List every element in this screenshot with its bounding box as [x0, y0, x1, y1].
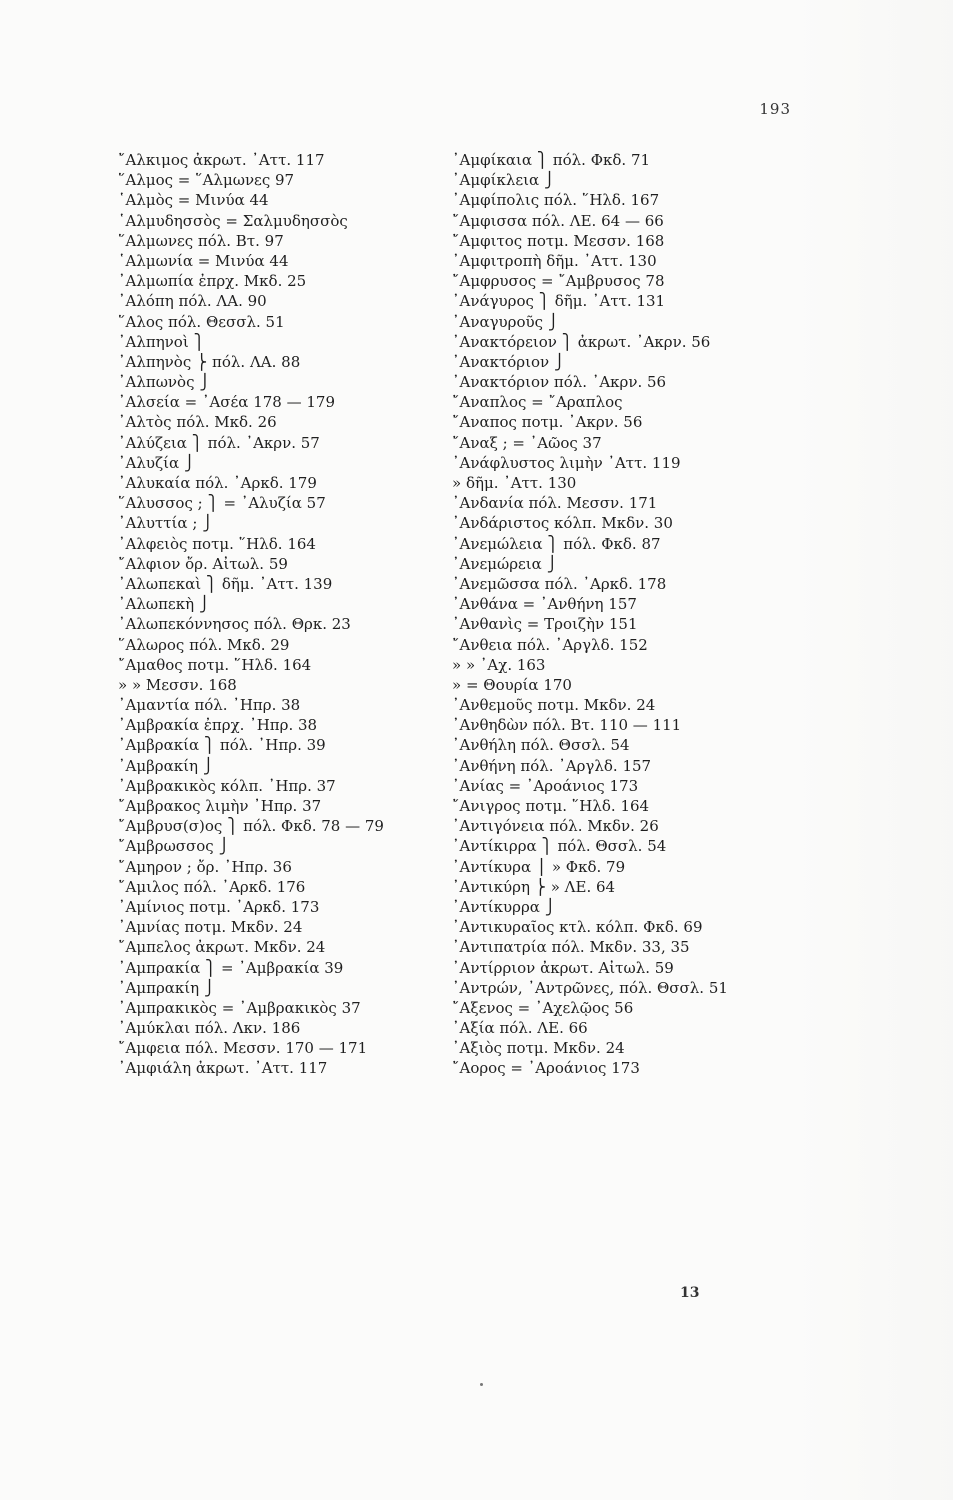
index-entry: ᾿Ανεμῶσσα πόλ. ᾿Αρκδ. 178 [452, 574, 667, 593]
index-entry: ῎Αλφιον ὄρ. Αἰτωλ. 59 [118, 554, 288, 573]
index-entry: ᾿Αλτὸς πόλ. Μκδ. 26 [118, 413, 277, 432]
index-entry: ᾿Αμπρακικὸς = ᾿Αμβρακικὸς 37 [118, 998, 361, 1017]
index-entry: ᾿Αμπρακίη ⎭ [118, 978, 216, 997]
index-entry: ᾿Αμφιάλη ἀκρωτ. ᾿Αττ. 117 [118, 1059, 328, 1078]
index-entry: ᾿Αντίκυρα ⎪ » Φκδ. 79 [452, 857, 626, 876]
index-entry: ῎Αμηρον ; ὄρ. ᾿Ηπρ. 36 [118, 857, 292, 876]
index-entry: ῞Αλμωνες πόλ. Βτ. 97 [118, 231, 284, 250]
index-entry: ῎Αμβρακος λιμὴν ᾿Ηπρ. 37 [118, 797, 322, 815]
index-entry: ᾿Ανθανὶς = Τροιζὴν 151 [452, 615, 638, 634]
index-entry: ῎Αορος = ᾿Αροάνιος 173 [452, 1059, 640, 1078]
index-entry: ᾿Ανθάνα = ᾿Ανθήνη 157 [452, 595, 637, 614]
index-entry: ᾿Αλπωνὸς ⎭ [118, 373, 211, 392]
index-entry: ῎Αλκιμος ἀκρωτ. ᾿Αττ. 117 [118, 151, 325, 169]
index-entry: ῎Αναπλος = ῎Αραπλος [452, 393, 623, 412]
index-entry: ῞Αλος πόλ. Θεσσλ. 51 [118, 312, 285, 331]
index-entry: ᾿Ανθηδὼν πόλ. Βτ. 110 — 111 [452, 716, 682, 735]
index-entry: ᾿Ανθήνη πόλ. ᾿Αργλδ. 157 [452, 756, 652, 775]
index-entry: ῎Ανιγρος ποτμ. ῞Ηλδ. 164 [452, 797, 650, 815]
index-entry: ῎Ανθεια πόλ. ᾿Αργλδ. 152 [452, 635, 648, 654]
index-entry: ᾿Ανεμώλεια ⎫ πόλ. Φκδ. 87 [452, 534, 661, 553]
index-entry: ᾿Αμαντία πόλ. ᾿Ηπρ. 38 [118, 696, 301, 715]
index-entry: ᾿Ανακτόριον πόλ. ᾿Ακρν. 56 [452, 373, 667, 392]
scan-edge-shading [793, 0, 953, 1500]
index-entry: » = Θουρία 170 [452, 675, 572, 694]
index-entry: » δῆμ. ᾿Αττ. 130 [452, 474, 577, 492]
signature-mark: 13 [680, 1285, 700, 1301]
index-entry: » » Μεσσν. 168 [118, 675, 237, 694]
index-entry: ᾿Αλυττία ; ⎭ [118, 514, 214, 533]
index-entry: ᾿Αμβρακία ἐπρχ. ᾿Ηπρ. 38 [118, 716, 318, 735]
index-entry: ᾿Αντίρριον ἀκρωτ. Αἰτωλ. 59 [452, 958, 674, 977]
index-entry: ᾿Αλσεία = ᾿Ασέα 178 — 179 [118, 393, 336, 412]
right-column [452, 150, 802, 1079]
index-entry: ᾿Αμφίπολις πόλ. ῞Ηλδ. 167 [452, 191, 660, 210]
index-entry: ῎Αμφρυσος = ῎Αμβρυσος 78 [452, 272, 665, 291]
index-entry: ᾿Αντιγόνεια πόλ. Μκδν. 26 [452, 817, 659, 836]
index-entry: ᾿Αμύκλαι πόλ. Λκν. 186 [118, 1019, 301, 1038]
index-entry: ᾿Αντρών, ᾿Αντρῶνες, πόλ. Θσσλ. 51 [452, 978, 728, 997]
index-entry: ῎Αμβρωσσος ⎭ [118, 837, 230, 856]
index-entry: ῞Αλωρος πόλ. Μκδ. 29 [118, 635, 290, 654]
index-entry: ᾿Ανδάριστος κόλπ. Μκδν. 30 [452, 514, 673, 533]
index-entry: ᾿Αμπρακία ⎫ = ᾿Αμβρακία 39 [118, 958, 344, 977]
index-entry: ᾿Αμίνιος ποτμ. ᾿Αρκδ. 173 [118, 897, 320, 916]
page-number: 193 [759, 100, 791, 118]
index-entry: ᾿Ανδανία πόλ. Μεσσν. 171 [452, 494, 658, 513]
index-entry: ᾿Ανάγυρος ⎫ δῆμ. ᾿Αττ. 131 [452, 292, 666, 311]
index-entry: ᾿Αλμωπία ἐπρχ. Μκδ. 25 [118, 272, 307, 291]
index-entry: ᾿Αλπηνὸς ⎬ πόλ. ΛΑ. 88 [118, 352, 301, 371]
index-entry: ᾿Αμβρακίη ⎭ [118, 756, 214, 775]
index-entry: ᾿Αμφιτροπὴ δῆμ. ᾿Αττ. 130 [452, 251, 657, 270]
index-entry: ᾿Αλύζεια ⎫ πόλ. ᾿Ακρν. 57 [118, 433, 320, 452]
index-entry: ᾿Αλωπεκόννησος πόλ. Θρκ. 23 [118, 615, 351, 634]
index-entry: ᾿Αλωπεκὴ ⎭ [118, 595, 211, 614]
index-entry: ῎Αμαθος ποτμ. ῞Ηλδ. 164 [118, 655, 312, 674]
index-entry: ᾿Αμβρακία ⎫ πόλ. ᾿Ηπρ. 39 [118, 736, 326, 755]
stray-dot [480, 1383, 483, 1386]
index-entry: ᾿Ανίας = ᾿Αροάνιος 173 [452, 776, 639, 795]
index-entry: ᾿Αντίκιρρα ⎫ πόλ. Θσσλ. 54 [452, 837, 667, 856]
index-entry: ᾿Αλφειὸς ποτμ. ῞Ηλδ. 164 [118, 534, 316, 553]
index-entry: ᾿Αμνίας ποτμ. Μκδν. 24 [118, 918, 303, 937]
index-entry: ῎Αμιλος πόλ. ᾿Αρκδ. 176 [118, 877, 306, 896]
index-entry: ῎Αναπος ποτμ. ᾿Ακρν. 56 [452, 413, 643, 432]
index-entry: ῎Αμπελος ἀκρωτ. Μκδν. 24 [118, 938, 326, 957]
index-entry: ᾿Αναγυροῦς ⎭ [452, 312, 560, 331]
index-entry: ᾿Αλπηνοὶ ⎫ [118, 332, 205, 351]
index-entry: ῞Αλμος = ῞Αλμωνες 97 [118, 171, 295, 190]
index-entry: ᾿Ανακτόριον ⎭ [452, 352, 566, 371]
index-entry: ᾿Αντικυραῖος κτλ. κόλπ. Φκδ. 69 [452, 918, 703, 937]
index-entry: ᾿Αλυζία ⎭ [118, 453, 196, 472]
index-entry: ᾿Ανάφλυστος λιμὴν ᾿Αττ. 119 [452, 453, 681, 472]
index-entry: ῞Αλυσσος ; ⎫ = ᾿Αλυζία 57 [118, 494, 326, 513]
index-entry: ῎Αμβρυσ(σ)ος ⎫ πόλ. Φκδ. 78 — 79 [118, 817, 384, 836]
index-entry: ᾿Αλυκαία πόλ. ᾿Αρκδ. 179 [118, 474, 317, 492]
index-entry: ᾿Αξιὸς ποτμ. Μκδν. 24 [452, 1039, 625, 1058]
index-entry: ῾Αλμωνία = Μινύα 44 [118, 251, 289, 270]
index-entry: ᾿Ανακτόρειον ⎫ ἀκρωτ. ᾿Ακρν. 56 [452, 332, 711, 351]
index-entry: ῎Αμφεια πόλ. Μεσσν. 170 — 171 [118, 1039, 368, 1058]
index-entry: ῾Αλμὸς = Μινύα 44 [118, 191, 269, 210]
index-entry: ᾿Αμφίκαια ⎫ πόλ. Φκδ. 71 [452, 151, 651, 169]
index-entry: ῎Αμφιτος ποτμ. Μεσσν. 168 [452, 231, 665, 250]
index-entry: ᾿Αμφίκλεια ⎭ [452, 171, 556, 190]
index-entry: » » ᾿Αχ. 163 [452, 655, 546, 674]
index-entry: ᾿Ανεμώρεια ⎭ [452, 554, 558, 573]
index-entry: ᾿Αξία πόλ. ΛΕ. 66 [452, 1019, 588, 1038]
index-entry: ᾿Ανθήλη πόλ. Θσσλ. 54 [452, 736, 630, 755]
index-entry: ᾿Αντίκυρρα ⎭ [452, 897, 556, 916]
index-entry: ᾿Αμβρακικὸς κόλπ. ᾿Ηπρ. 37 [118, 776, 336, 795]
index-entry: ῎Αμφισσα πόλ. ΛΕ. 64 — 66 [452, 211, 664, 230]
index-entry: ᾿Αλόπη πόλ. ΛΑ. 90 [118, 292, 267, 311]
index-entry: ᾿Αντιπατρία πόλ. Μκδν. 33, 35 [452, 938, 690, 957]
index-entry: ᾿Ανθεμοῦς ποτμ. Μκδν. 24 [452, 696, 656, 715]
index-entry: ᾿Αλωπεκαὶ ⎫ δῆμ. ᾿Αττ. 139 [118, 574, 333, 593]
index-entry: ῾Αλμυδησσὸς = Σαλμυδησσὸς [118, 211, 348, 230]
left-column [118, 150, 448, 1079]
index-entry: ῎Αξενος = ᾿Αχελῷος 56 [452, 998, 634, 1017]
index-entry: ᾿Αντικύρη ⎬ » ΛΕ. 64 [452, 877, 616, 896]
index-entry: ῎Αναξ ; = ᾿Αῶος 37 [452, 433, 602, 452]
